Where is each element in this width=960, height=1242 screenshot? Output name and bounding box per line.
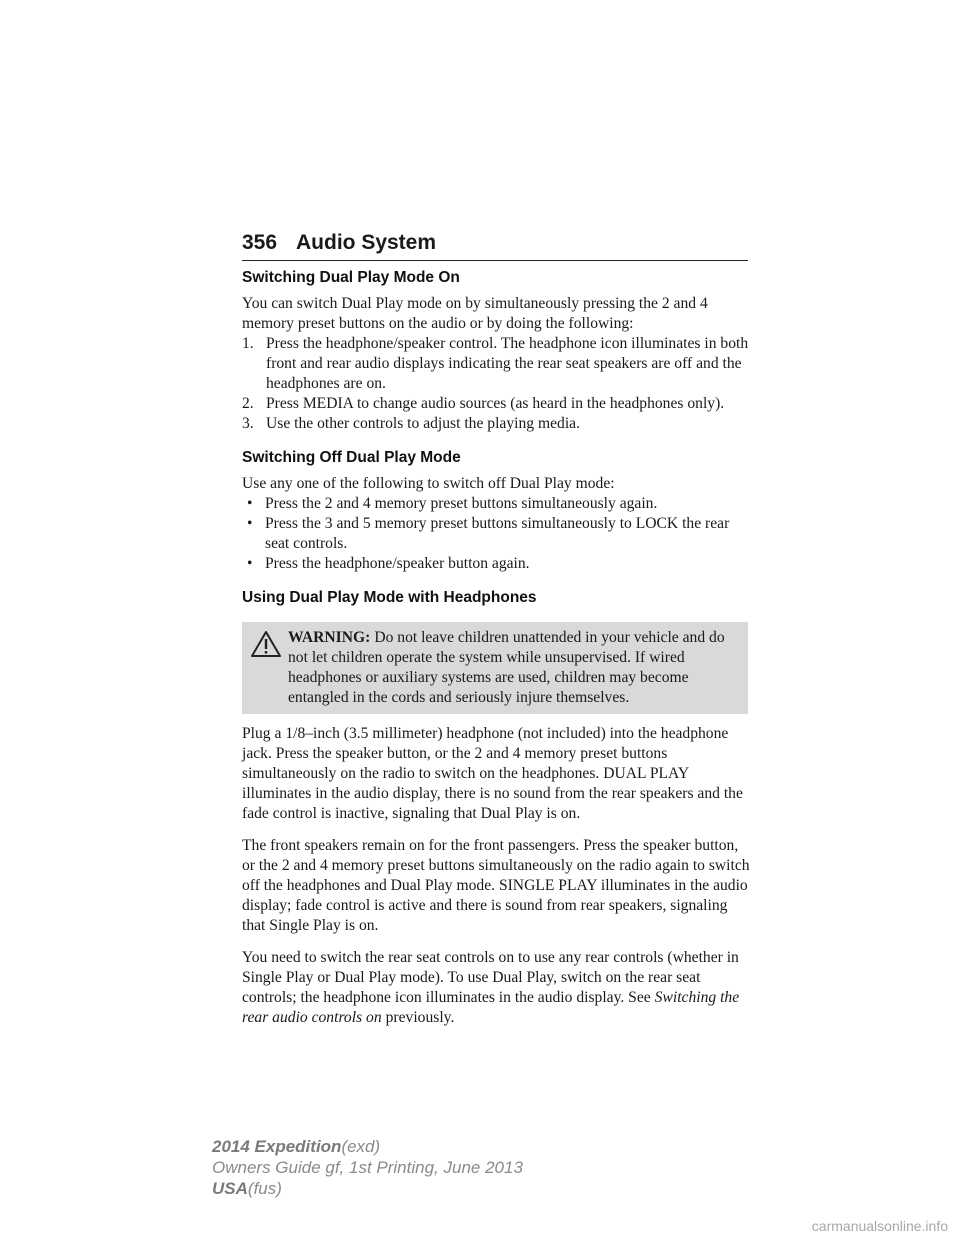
footer-line-1 <box>212 1136 523 1157</box>
paragraph-3-end: previously. <box>385 1009 455 1026</box>
bullet-item <box>242 514 752 554</box>
step-number: 2. <box>242 395 254 412</box>
section-heading-headphones: Using Dual Play Mode with Headphones <box>242 589 537 606</box>
step-item <box>242 334 752 394</box>
footer-model: 2014 Expedition <box>212 1137 342 1156</box>
page-content <box>242 268 752 1028</box>
cross-reference: Switching the rear audio controls on <box>242 989 740 1026</box>
section-heading-dual-play-on: Switching Dual Play Mode On <box>242 269 460 286</box>
footer-line-3 <box>212 1178 523 1199</box>
bullet-text: Press the 2 and 4 memory preset buttons simultaneously again. <box>265 495 658 512</box>
footer-market: USA <box>212 1179 248 1198</box>
step-text: Use the other controls to adjust the playing media. <box>266 415 580 432</box>
footer-model-code: (exd) <box>341 1137 381 1156</box>
headphone-paragraph-1: Plug a 1/8–inch (3.5 millimeter) headphone (not included) into the headphone jack. Press the speaker button, or the 2 and 4 memory preset buttons simultaneously on the radio to switch on the headphones. DUAL PLAY illuminates in the audio display, there is no sound from the rear speakers and the fade control is inactive, signaling that Dual Play is on. <box>242 725 743 822</box>
steps-list <box>242 334 752 434</box>
watermark: carmanualsonline.info <box>811 1218 948 1234</box>
bullet-item <box>242 494 752 514</box>
footer-market-code: (fus) <box>247 1179 282 1198</box>
warning-box <box>242 622 748 714</box>
step-item <box>242 414 752 434</box>
bullet-text: Press the 3 and 5 memory preset buttons simultaneously to LOCK the rear seat controls. <box>265 515 730 552</box>
document-footer <box>212 1136 523 1199</box>
bullet-mark: • <box>247 515 253 532</box>
step-number: 1. <box>242 335 254 352</box>
bullet-item <box>242 554 752 574</box>
chapter-title: Audio System <box>296 231 437 254</box>
page-number: 356 <box>242 231 278 254</box>
headphone-paragraph-3 <box>242 948 752 1028</box>
page-header <box>242 229 748 261</box>
step-item <box>242 394 752 414</box>
bullet-text: Press the headphone/speaker button again. <box>265 555 530 572</box>
footer-line-2: Owners Guide gf, 1st Printing, June 2013 <box>212 1158 523 1177</box>
warning-text: Do not leave children unattended in your vehicle and do not let children operate the system while unsupervised. If wired headphones or auxiliary systems are used, children may become entangled in the cords and seriously injure themselves. <box>288 629 725 706</box>
headphone-paragraph-2: The front speakers remain on for the front passengers. Press the speaker button, or the 2 and 4 memory preset buttons simultaneously on the radio again to switch off the headphones and Dual Play mode. SINGLE PLAY illuminates in the audio display; fade control is active and there is sound from rear speakers, signaling that Single Play is on. <box>242 837 750 934</box>
paragraph-3-text: You need to switch the rear seat controls on to use any rear controls (whether in Single Play or Dual Play mode). To use Dual Play, switch on the rear seat controls; the headphone icon illuminates in the audio display. See <box>242 949 739 1006</box>
section-heading-dual-play-off: Switching Off Dual Play Mode <box>242 449 461 466</box>
step-text: Press MEDIA to change audio sources (as heard in the headphones only). <box>266 395 725 412</box>
warning-triangle-icon <box>250 630 282 658</box>
warning-label: WARNING: <box>288 629 371 646</box>
section2-intro: Use any one of the following to switch off Dual Play mode: <box>242 475 615 492</box>
bullet-mark: • <box>247 495 253 512</box>
step-number: 3. <box>242 415 254 432</box>
section1-intro: You can switch Dual Play mode on by simultaneously pressing the 2 and 4 memory preset buttons on the audio or by doing the following: <box>242 295 708 332</box>
warning-text-block <box>242 628 742 708</box>
bullet-list <box>242 494 752 574</box>
step-text: Press the headphone/speaker control. The headphone icon illuminates in both front and rear audio displays indicating the rear seat speakers are off and the headphones are on. <box>266 335 749 392</box>
bullet-mark: • <box>247 555 253 572</box>
